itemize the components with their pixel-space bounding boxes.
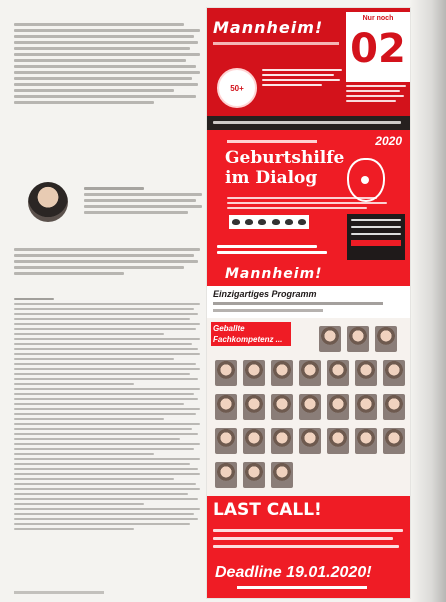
faces-heading: Geballte Fachkompetenz ... (211, 322, 291, 346)
speaker-photo (319, 326, 341, 352)
speaker-photo (299, 394, 321, 420)
mannheim-band-brand: Mannheim! (225, 266, 323, 282)
page-footer (14, 591, 104, 594)
speaker-photo (271, 360, 293, 386)
issue-badge (346, 12, 410, 82)
speaker-photo (375, 326, 397, 352)
early-bird-note (237, 586, 367, 589)
mannheim-band (207, 264, 410, 286)
event-panel (207, 130, 410, 264)
speaker-photo (383, 394, 405, 420)
speaker-photo (355, 428, 377, 454)
speaker-grid (207, 318, 410, 496)
ad-header-tagline (262, 66, 342, 89)
speaker-photo (327, 394, 349, 420)
speaker-photo (215, 394, 237, 420)
author-photo (28, 182, 68, 222)
deadline-text: Deadline 19.01.2020! (215, 564, 372, 581)
issue-label: Nur noch (362, 15, 394, 22)
speaker-photo (243, 394, 265, 420)
speaker-photo (215, 462, 237, 488)
author-bio-continued (14, 245, 202, 278)
article-intro (14, 20, 202, 110)
event-date (217, 242, 337, 257)
promo-button[interactable] (351, 240, 401, 246)
speaker-photo (271, 428, 293, 454)
references-list (14, 295, 202, 533)
speaker-photo (243, 360, 265, 386)
ad-topics-band (207, 116, 410, 130)
speaker-photo (243, 462, 265, 488)
speaker-photo (347, 326, 369, 352)
speaker-photo (271, 462, 293, 488)
last-call-panel (207, 496, 410, 598)
event-title-line2: im Dialog (225, 168, 318, 188)
author-box (14, 180, 204, 240)
conference-advertisement (207, 8, 410, 598)
lineup-title: Einzigartiges Programm (213, 289, 317, 299)
speaker-photo (299, 360, 321, 386)
speaker-photo (355, 360, 377, 386)
ad-brand-subline (213, 42, 339, 45)
ad-header (207, 8, 410, 116)
last-call-text (213, 524, 403, 553)
seal-badge-icon: 50+ (217, 68, 257, 108)
issue-side-text (346, 82, 408, 105)
event-year: 2020 (375, 134, 402, 148)
speaker-photo (299, 428, 321, 454)
last-call-heading: LAST CALL! (213, 500, 322, 520)
speaker-photo (271, 394, 293, 420)
speaker-photo (383, 360, 405, 386)
speaker-photo (327, 360, 349, 386)
author-bio (84, 184, 204, 217)
speaker-photo (215, 360, 237, 386)
rubber-ducks-image (229, 215, 309, 229)
page-binding-shadow (410, 0, 446, 602)
issue-number: 02 (350, 26, 406, 72)
speaker-photo (327, 428, 349, 454)
promo-box (347, 214, 405, 260)
speaker-photo (243, 428, 265, 454)
lineup-subline-2 (213, 309, 323, 312)
event-title (225, 148, 344, 188)
event-kicker (227, 140, 317, 143)
event-description (227, 194, 387, 212)
lineup-subline (213, 302, 383, 305)
speaker-photo (355, 394, 377, 420)
speaker-photo (215, 428, 237, 454)
event-title-line1: Geburtshilfe (225, 148, 345, 168)
speaker-photo (383, 428, 405, 454)
ad-brand: Mannheim! (213, 18, 324, 37)
